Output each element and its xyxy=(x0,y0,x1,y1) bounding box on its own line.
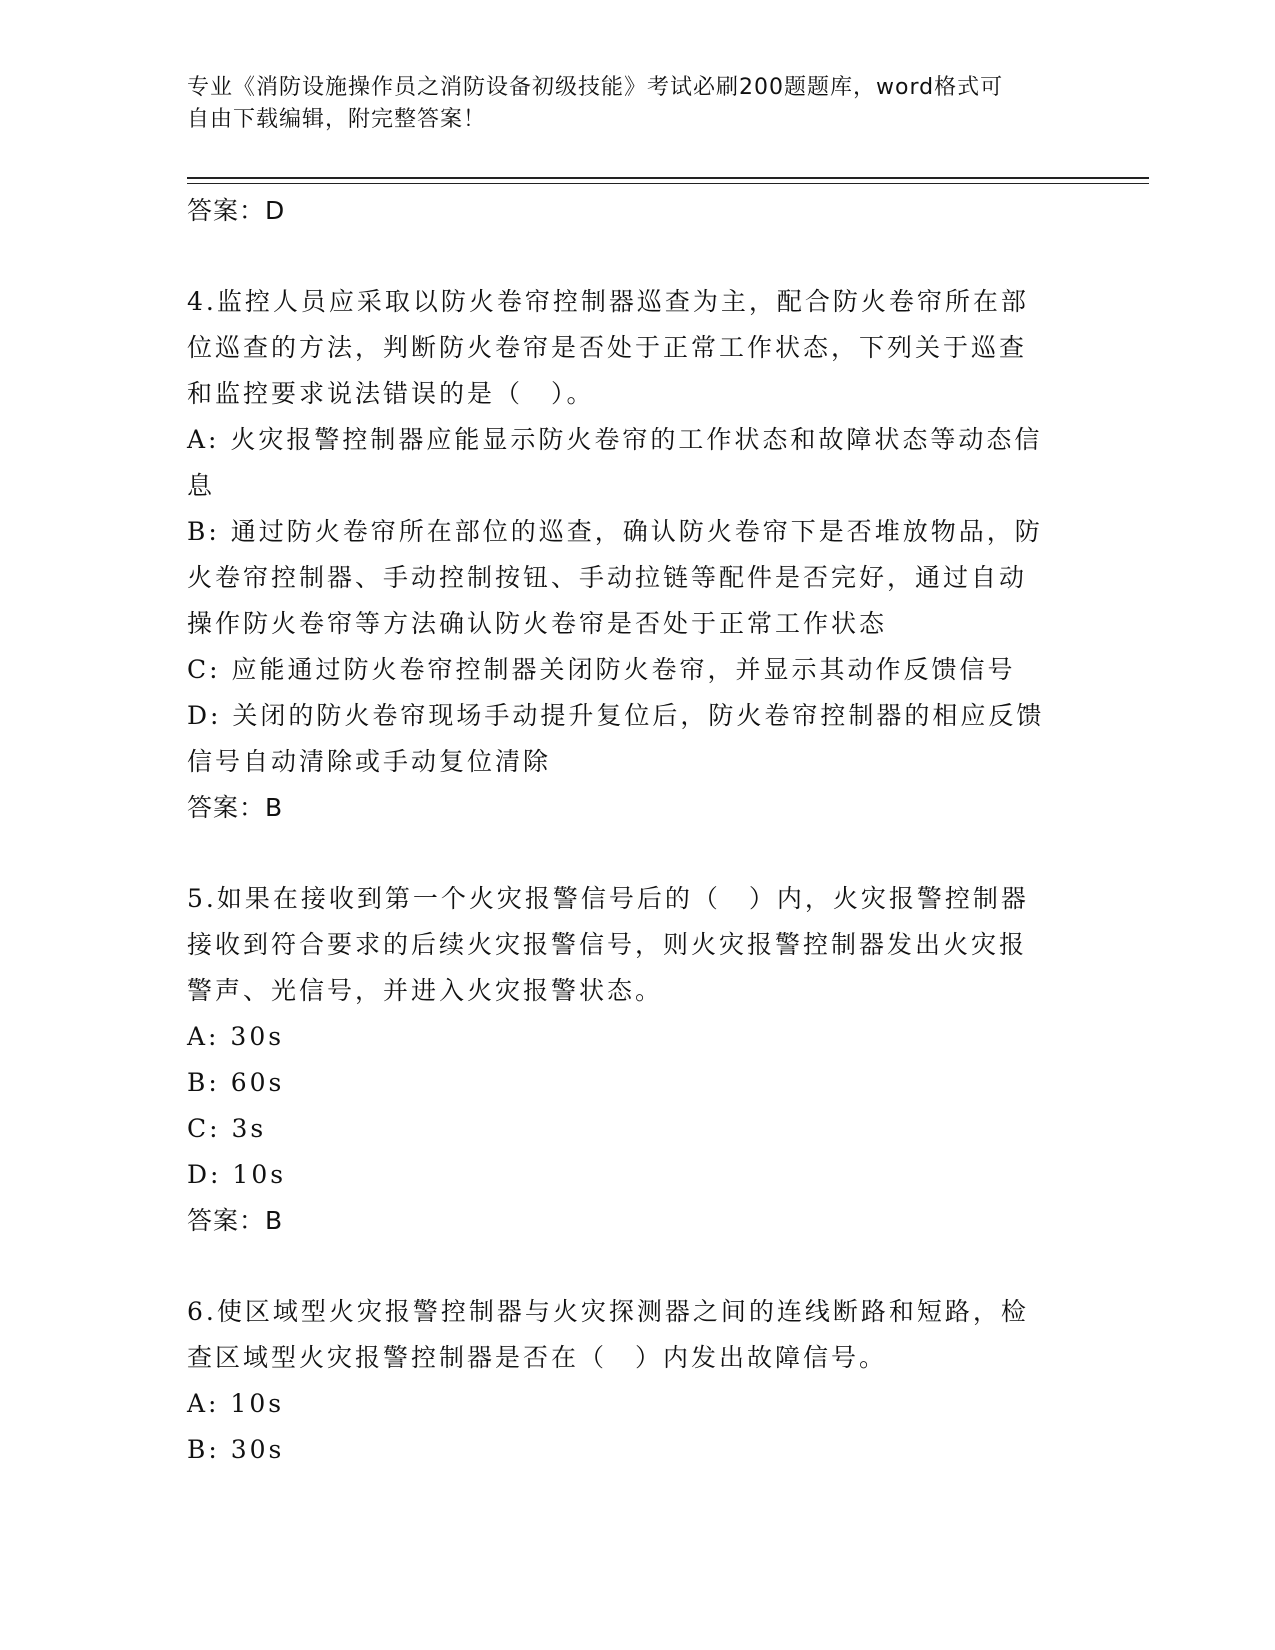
answer-line: 答案：B xyxy=(187,793,284,822)
spacer xyxy=(187,234,1087,279)
spacer xyxy=(187,831,1087,876)
option-line: C: 应能通过防火卷帘控制器关闭防火卷帘，并显示其动作反馈信号 xyxy=(187,655,1016,684)
question-stem-line: 4.监控人员应采取以防火卷帘控制器巡查为主，配合防火卷帘所在部 xyxy=(187,287,1029,316)
header-rule-thick xyxy=(187,177,1149,179)
header-title-line-1: 专业《消防设施操作员之消防设备初级技能》考试必刷200题题库，word格式可 xyxy=(187,75,1004,100)
question-stem-line: 位巡查的方法，判断防火卷帘是否处于正常工作状态，下列关于巡查 xyxy=(187,333,1028,362)
question-stem-line: 5.如果在接收到第一个火灾报警信号后的（ ）内，火灾报警控制器 xyxy=(187,884,1029,913)
option-line: B: 通过防火卷帘所在部位的巡查，确认防火卷帘下是否堆放物品，防 xyxy=(187,517,1043,546)
option-line: A: 30s xyxy=(187,1022,285,1051)
question-stem-line: 和监控要求说法错误的是（ ）。 xyxy=(187,379,595,408)
option-line: A: 火灾报警控制器应能显示防火卷帘的工作状态和故障状态等动态信 xyxy=(187,425,1043,454)
question-block-6 xyxy=(187,1289,1087,1473)
page-header xyxy=(187,72,1087,136)
option-line: B: 60s xyxy=(187,1068,285,1097)
document-body xyxy=(187,188,1087,1473)
answer-line: 答案：B xyxy=(187,1206,284,1235)
option-line: B: 30s xyxy=(187,1435,285,1464)
question-block-5 xyxy=(187,876,1087,1244)
question-stem-line: 警声、光信号，并进入火灾报警状态。 xyxy=(187,976,664,1005)
option-line: 操作防火卷帘等方法确认防火卷帘是否处于正常工作状态 xyxy=(187,609,888,638)
spacer xyxy=(187,1244,1087,1289)
question-block-4 xyxy=(187,279,1087,831)
header-rule-thin xyxy=(187,183,1149,184)
header-title-line-2: 自由下载编辑，附完整答案！ xyxy=(187,107,487,132)
question-stem-line: 查区域型火灾报警控制器是否在（ ）内发出故障信号。 xyxy=(187,1343,888,1372)
question-stem-line: 6.使区域型火灾报警控制器与火灾探测器之间的连线断路和短路，检 xyxy=(187,1297,1029,1326)
question-stem-line: 接收到符合要求的后续火灾报警信号，则火灾报警控制器发出火灾报 xyxy=(187,930,1028,959)
option-line: 火卷帘控制器、手动控制按钮、手动拉链等配件是否完好，通过自动 xyxy=(187,563,1028,592)
option-line: A: 10s xyxy=(187,1389,285,1418)
answer-line: 答案：D xyxy=(187,196,286,225)
option-line: D: 10s xyxy=(187,1160,287,1189)
option-line: 信号自动清除或手动复位清除 xyxy=(187,747,552,776)
option-line: 息 xyxy=(187,471,216,500)
option-line: C: 3s xyxy=(187,1114,267,1143)
option-line: D: 关闭的防火卷帘现场手动提升复位后，防火卷帘控制器的相应反馈 xyxy=(187,701,1045,730)
